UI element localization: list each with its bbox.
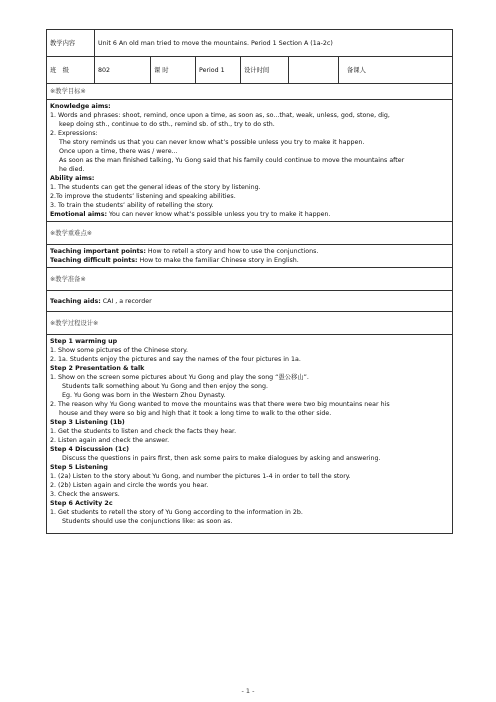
aims-title-row [47,84,453,100]
step-line: 2. Listen again and check the answer. [50,437,170,444]
period-label: 课 时 [151,57,196,84]
content-row [47,30,453,57]
process-row [47,335,453,534]
step1-heading: Step 1 warming up [50,338,118,345]
content-label: 教学内容 [47,30,95,57]
step-line: Students should use the conjunctions like: as soon as. [62,518,233,525]
step-line: 2. 1a. Students enjoy the pictures and say the names of the four pictures in 1a. [50,356,301,363]
preparer-label: 备课人 [339,57,453,84]
aims-line: 2. Expressions: [50,130,98,137]
preparation-title-row [47,268,453,291]
process-content [47,335,453,534]
difficult-text: How to make the familiar Chinese story in English. [137,257,299,264]
aims-line: he died. [59,166,85,173]
aims-line: Once upon a time, there was / were... [59,148,178,155]
emotional-text: You can never know what’s possible unless you try to make it happen. [107,211,331,218]
ability-heading: Ability aims: [50,175,95,182]
step-line: 1. Show on the screen some pictures about Yu Gong and play the song “愚公移山”. [50,374,309,381]
ability-line: 2.To improve the students’ listening and speaking abilities. [50,193,236,200]
key-points-row [47,245,453,268]
process-title: ※教学过程设计※ [47,312,453,335]
emotional-label: Emotional aims: [50,211,108,218]
important-label: Teaching important points: [50,248,146,255]
class-row [47,57,453,84]
page-number: - 1 - [241,687,255,695]
process-title-row [47,312,453,335]
aims-row [47,100,453,222]
design-time-value [289,57,339,84]
aims-line: keep doing sth., continue to do sth., remind sb. of sth., try to do sth. [59,121,275,128]
step3-heading: Step 3 Listening (1b) [50,419,125,426]
aims-line: The story reminds us that you can never know what’s possible unless you try to make it happen. [59,139,365,146]
step-line: 2. (2b) Listen again and circle the words you hear. [50,482,209,489]
difficult-label: Teaching difficult points: [50,257,138,264]
step-line: house and they were so big and high that it took a long time to walk to the other side. [59,410,332,417]
preparation-content [47,291,453,312]
step-line: Eg. Yu Gong was born in the Western Zhou Dynasty. [62,392,226,399]
aims-title: ※教学目标※ [47,84,453,100]
step5-heading: Step 5 Listening [50,464,108,471]
step-line: 1. Get the students to listen and check the facts they hear. [50,428,237,435]
step-line: 1. Get students to retell the story of Yu Gong according to the information in 2b. [50,509,303,516]
key-points-title-row [47,222,453,245]
step4-heading: Step 4 Discussion (1c) [50,446,129,453]
step-line: 2. The reason why Yu Gong wanted to move the mountains was that there were two big mountains near his [50,401,390,408]
preparation-row [47,291,453,312]
key-points-title: ※教学重难点※ [47,222,453,245]
step6-heading: Step 6 Activity 2c [50,500,113,507]
step-line: 3. Check the answers. [50,491,120,498]
design-time-label: 设计时间 [241,57,289,84]
preparation-title: ※教学准备※ [47,268,453,291]
content-value: Unit 6 An old man tried to move the mountains. Period 1 Section A (1a-2c) [95,30,453,57]
step2-heading: Step 2 Presentation & talk [50,365,145,372]
important-text: How to retell a story and how to use the conjunctions. [145,248,319,255]
lesson-plan-table [46,29,453,534]
aids-text: CAI , a recorder [100,297,152,305]
aids-label: Teaching aids: [50,297,101,305]
aims-content [47,100,453,222]
class-value: 802 [95,57,151,84]
aims-line: 1. Words and phrases: shoot, remind, once upon a time, as soon as, so...that, weak, unless, god, stone, dig, [50,112,390,119]
step-line: Students talk something about Yu Gong and then enjoy the song. [62,383,268,390]
knowledge-heading: Knowledge aims: [50,103,111,110]
aims-line: As soon as the man finished talking, Yu Gong said that his family could continue to move the mountains after [59,157,405,164]
period-value: Period 1 [196,57,241,84]
ability-line: 3. To train the students’ ability of retelling the story. [50,202,214,209]
step-line: 1. (2a) Listen to the story about Yu Gong, and number the pictures 1-4 in order to tell the story. [50,473,351,480]
step-line: Discuss the questions in pairs first, then ask some pairs to make dialogues by asking and answering. [62,455,381,462]
ability-line: 1. The students can get the general ideas of the story by listening. [50,184,261,191]
class-label: 班 级 [47,57,95,84]
key-points-content [47,245,453,268]
step-line: 1. Show some pictures of the Chinese story. [50,347,189,354]
